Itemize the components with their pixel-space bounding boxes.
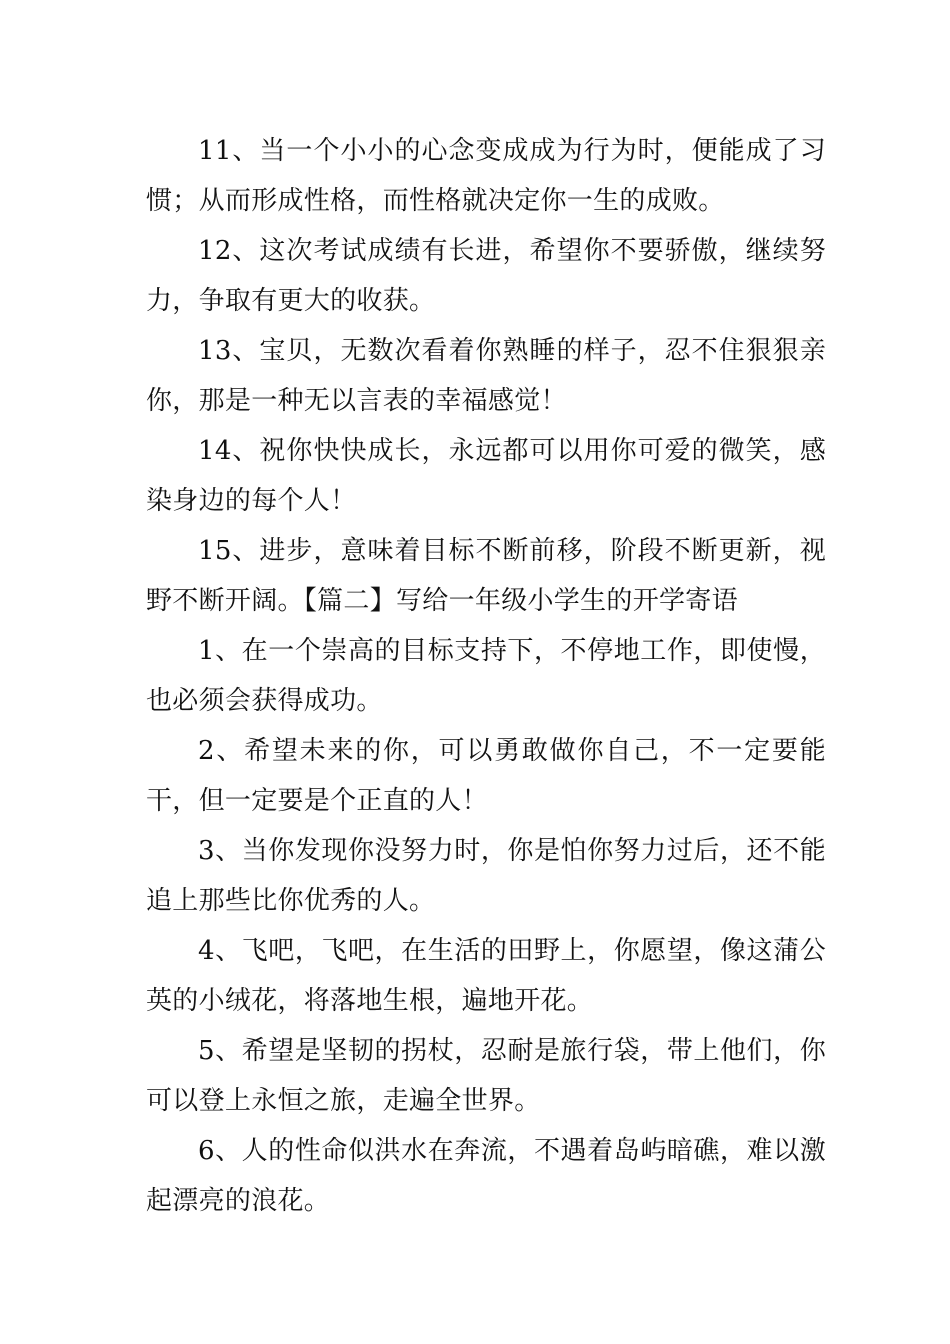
paragraph-6: 1、在一个崇高的目标支持下，不停地工作，即使慢，也必须会获得成功。 [146,636,826,716]
paragraph-8: 3、当你发现你没努力时，你是怕你努力过后，还不能追上那些比你优秀的人。 [146,836,826,916]
paragraph-11: 6、人的性命似洪水在奔流，不遇着岛屿暗礁，难以激起漂亮的浪花。 [146,1136,826,1216]
paragraph-10: 5、希望是坚韧的拐杖，忍耐是旅行袋，带上他们，你可以登上永恒之旅，走遍全世界。 [146,1036,826,1116]
paragraph-3: 13、宝贝，无数次看着你熟睡的样子，忍不住狠狠亲你，那是一种无以言表的幸福感觉！ [146,336,826,416]
paragraph-2: 12、这次考试成绩有长进，希望你不要骄傲，继续努力，争取有更大的收获。 [146,236,826,316]
paragraph-9: 4、飞吧，飞吧，在生活的田野上，你愿望，像这蒲公英的小绒花，将落地生根，遍地开花。 [146,936,826,1016]
paragraph-7: 2、希望未来的你，可以勇敢做你自己，不一定要能干，但一定要是个正直的人！ [146,736,826,816]
paragraph-1: 11、当一个小小的心念变成成为行为时，便能成了习惯；从而形成性格，而性格就决定你一生的成败。 [146,136,826,216]
paragraph-5: 15、进步，意味着目标不断前移，阶段不断更新，视野不断开阔。【篇二】写给一年级小学生的开学寄语 [146,536,826,616]
document-body [146,126,826,1226]
paragraph-4: 14、祝你快快成长，永远都可以用你可爱的微笑，感染身边的每个人！ [146,436,826,516]
